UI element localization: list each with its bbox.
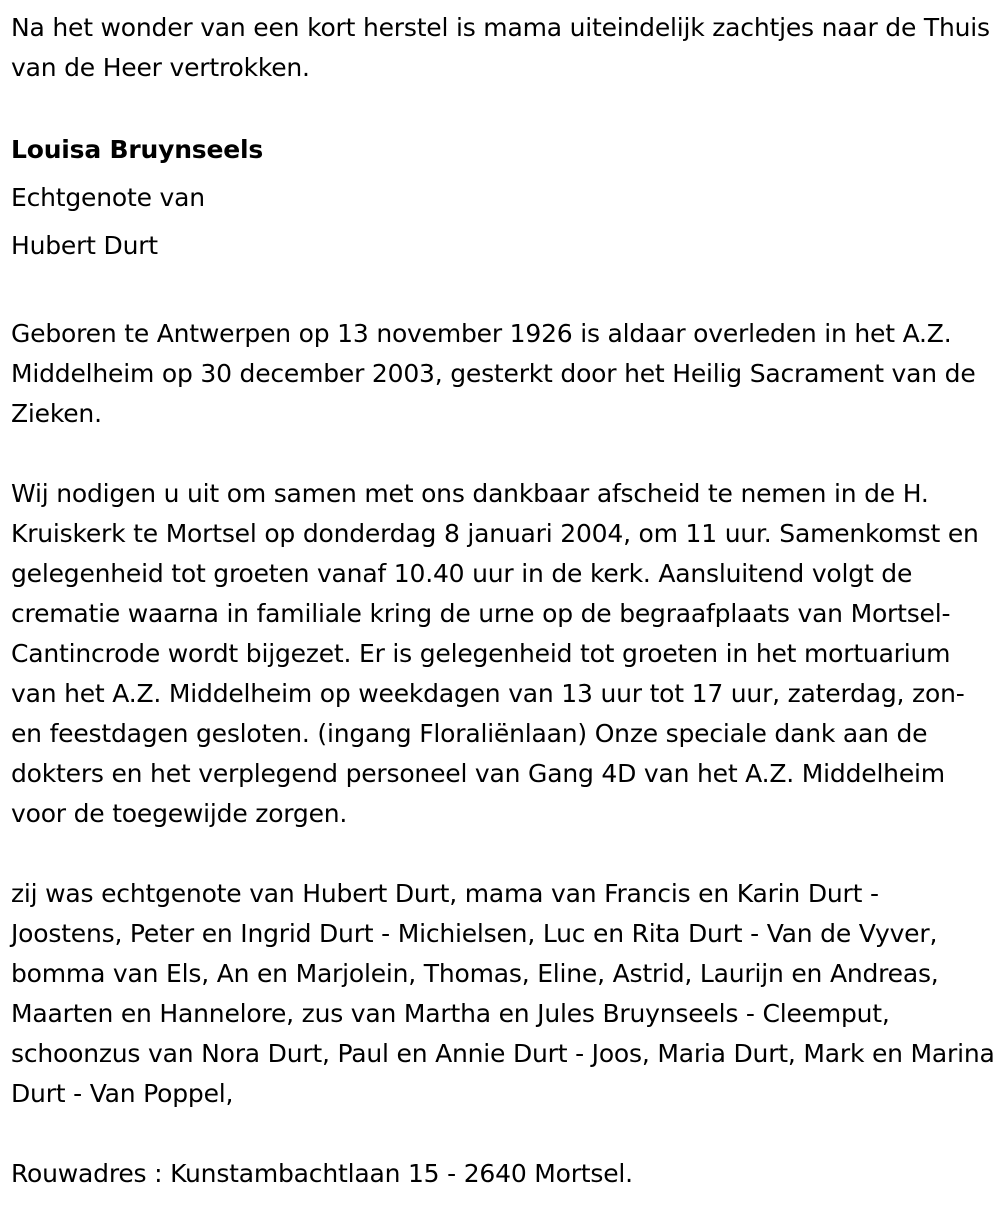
birth-death-text: Geboren te Antwerpen op 13 november 1926 is aldaar overleden in het A.Z. Middelheim op 30 december 2003, gesterkt door het Heilig Sacrament van de Zieken. — [11, 319, 976, 428]
invitation-text: Wij nodigen u uit om samen met ons dankbaar afscheid te nemen in de H. Kruiskerk te Mortsel op donderdag 8 januari 2004, om 11 uur. Samenkomst en gelegenheid tot groeten vanaf 10.40 uur in de kerk. Aansluitend volgt de crematie waarna in familiale kring de urne op de begraafplaats van Mortsel-Cantincrode wordt bijgezet. Er is gelegenheid tot groeten in het mortuarium van het A.Z. Middelheim op weekdagen van 13 uur tot 17 uur, zaterdag, zon- en feestdagen gesloten. (ingang Floraliënlaan) Onze speciale dank aan de dokters en het verplegend personeel van Gang 4D van het A.Z. Middelheim voor de toegewijde zorgen. — [11, 479, 979, 828]
deceased-name: Louisa Bruynseels — [11, 135, 264, 164]
intro-text: Na het wonder van een kort herstel is mama uiteindelijk zachtjes naar de Thuis van de Heer vertrokken. — [11, 13, 990, 82]
address-text: Rouwadres : Kunstambachtlaan 15 - 2640 Mortsel. — [11, 1159, 633, 1188]
family-text: zij was echtgenote van Hubert Durt, mama van Francis en Karin Durt - Joostens, Peter en Ingrid Durt - Michielsen, Luc en Rita Durt - Van de Vyver, bomma van Els, An en Marjolein, Thomas, Eline, Astrid, Laurijn en Andreas, Maarten en Hannelore, zus van Martha en Jules Bruynseels - Cleemput, schoonzus van Nora Durt, Paul en Annie Durt - Joos, Maria Durt, Mark en Marina Durt - Van Poppel, — [11, 879, 995, 1108]
spouse-name: Hubert Durt — [11, 231, 158, 260]
relation-label: Echtgenote van — [11, 183, 205, 212]
obituary-document — [11, 8, 996, 1194]
